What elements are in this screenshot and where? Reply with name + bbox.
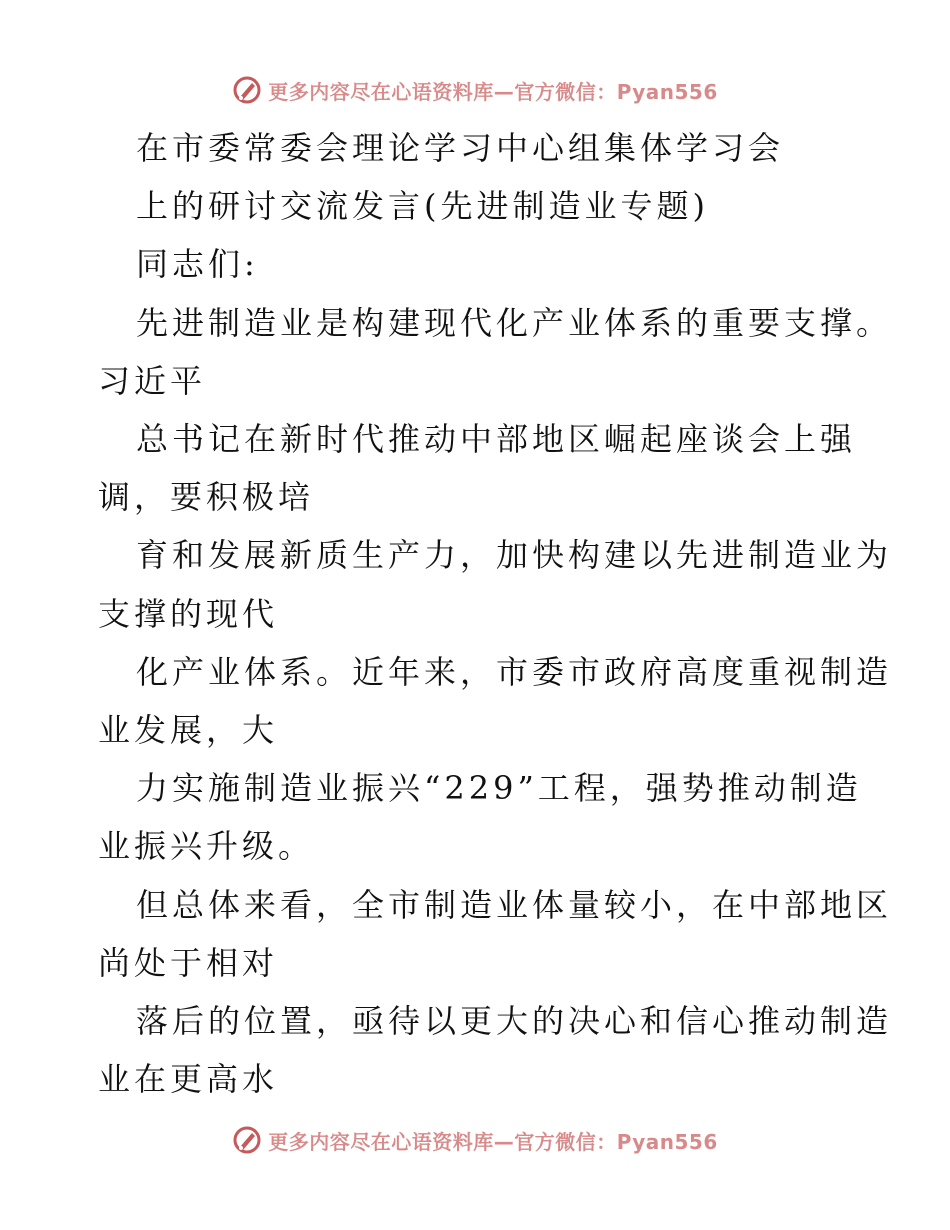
watermark-text: 更多内容尽在心语资料库—官方微信：Pyan556 <box>268 1129 718 1154</box>
text-line: 同志们: <box>136 245 259 283</box>
pen-seal-icon <box>232 1125 262 1155</box>
text-line: 业在更高水 <box>98 1060 279 1098</box>
text-line: 但总体来看，全市制造业体量较小，在中部地区 <box>136 886 893 924</box>
watermark-footer <box>0 1120 950 1160</box>
watermark-text: 更多内容尽在心语资料库—官方微信：Pyan556 <box>268 79 718 104</box>
text-line: 调，要积极培 <box>98 478 315 516</box>
text-line: 力实施制造业振兴“229”工程，强势推动制造 <box>136 769 862 807</box>
text-line: 上的研讨交流发言(先进制造业专题) <box>136 187 709 225</box>
text-line: 落后的位置，亟待以更大的决心和信心推动制造 <box>136 1002 893 1040</box>
text-line: 习近平 <box>98 362 207 400</box>
text-line: 尚处于相对 <box>98 944 279 982</box>
text-line: 业振兴升级。 <box>98 827 315 865</box>
text-line: 业发展，大 <box>98 711 279 749</box>
pen-seal-icon <box>232 75 262 105</box>
text-line: 总书记在新时代推动中部地区崛起座谈会上强 <box>136 420 857 458</box>
text-line: 支撑的现代 <box>98 595 279 633</box>
text-line: 化产业体系。近年来，市委市政府高度重视制造 <box>136 653 893 691</box>
text-line: 育和发展新质生产力，加快构建以先进制造业为 <box>136 536 893 574</box>
text-line: 先进制造业是构建现代化产业体系的重要支撑。 <box>136 304 893 342</box>
text-line: 在市委常委会理论学习中心组集体学习会 <box>136 129 785 167</box>
watermark-header <box>0 70 950 110</box>
